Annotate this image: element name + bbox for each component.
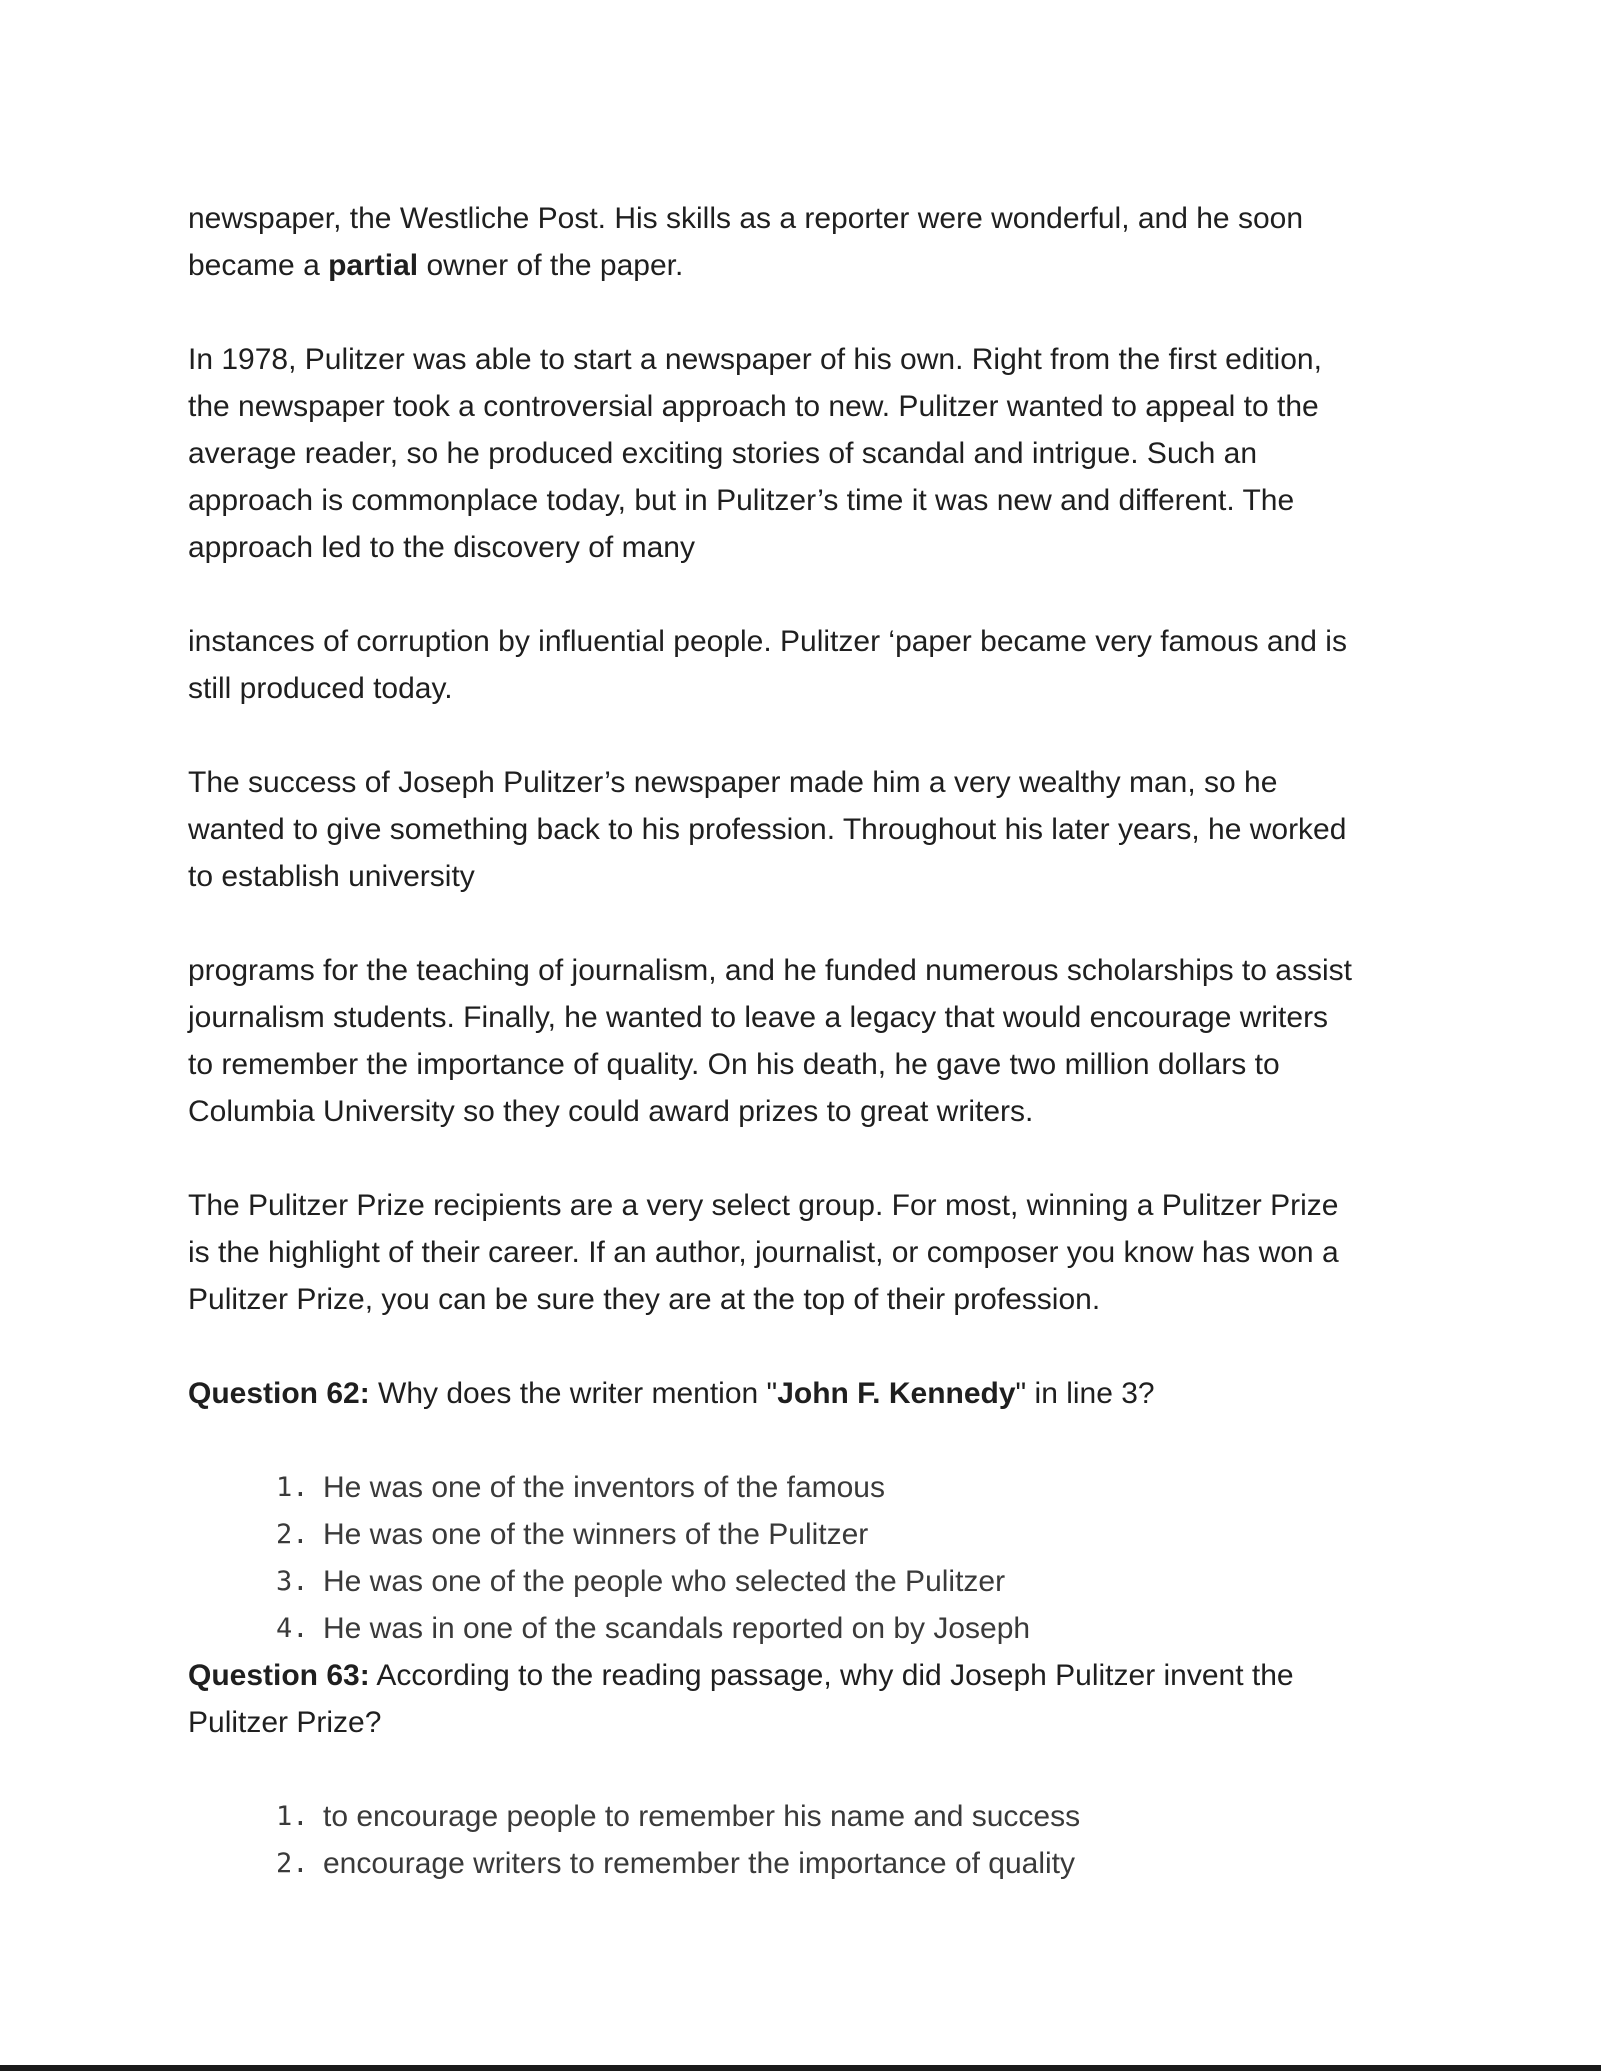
answer-option: [188, 1840, 1448, 1887]
paragraph-4: [188, 759, 1448, 900]
question-label: Question 63:: [188, 1659, 370, 1692]
bold-term: partial: [328, 249, 419, 282]
paragraph-gap: [188, 289, 1448, 336]
answer-option: [188, 1464, 1448, 1511]
option-number: 2.: [276, 1848, 309, 1879]
answer-option: [188, 1511, 1448, 1558]
option-number: 1.: [276, 1472, 309, 1503]
text-line: to establish university: [188, 860, 475, 893]
answer-options-q63: [188, 1793, 1448, 1887]
text-line: Pulitzer Prize, you can be sure they are at the top of their profession.: [188, 1283, 1101, 1316]
text-line: average reader, so he produced exciting stories of scandal and intrigue. Such an: [188, 437, 1258, 470]
text-span: Why does the writer mention ": [369, 1377, 778, 1410]
paragraph-5: [188, 947, 1448, 1135]
text-line: wanted to give something back to his profession. Throughout his later years, he worked: [188, 813, 1347, 846]
text-line: still produced today.: [188, 672, 453, 705]
option-number: 1.: [276, 1801, 309, 1832]
answer-option: [188, 1605, 1448, 1652]
text-span: owner of the paper.: [418, 249, 684, 282]
paragraph-1: [188, 195, 1448, 289]
option-text: to encourage people to remember his name and success: [323, 1800, 1081, 1833]
paragraph-gap: [188, 712, 1448, 759]
text-line: journalism students. Finally, he wanted to leave a legacy that would encourage writers: [188, 1001, 1329, 1034]
paragraph-gap: [188, 1135, 1448, 1182]
paragraph-gap: [188, 1323, 1448, 1370]
answer-options-q62: [188, 1464, 1448, 1652]
text-line: newspaper, the Westliche Post. His skills as a reporter were wonderful, and he soon: [188, 202, 1304, 235]
option-text: He was in one of the scandals reported on by Joseph: [323, 1612, 1031, 1645]
option-text: encourage writers to remember the importance of quality: [323, 1847, 1076, 1880]
question-label: Question 62:: [188, 1377, 370, 1410]
bold-term: John F. Kennedy: [777, 1377, 1016, 1410]
text-line: The success of Joseph Pulitzer’s newspaper made him a very wealthy man, so he: [188, 766, 1278, 799]
text-line: In 1978, Pulitzer was able to start a newspaper of his own. Right from the first edition,: [188, 343, 1322, 376]
paragraph-gap: [188, 900, 1448, 947]
paragraph-6: [188, 1182, 1448, 1323]
text-line: approach led to the discovery of many: [188, 531, 695, 564]
text-line: approach is commonplace today, but in Pulitzer’s time it was new and different. The: [188, 484, 1295, 517]
question-63: [188, 1652, 1448, 1746]
text-line: The Pulitzer Prize recipients are a very select group. For most, winning a Pulitzer Prize: [188, 1189, 1339, 1222]
text-line: Columbia University so they could award prizes to great writers.: [188, 1095, 1034, 1128]
document-body: [188, 195, 1448, 1887]
option-number: 4.: [276, 1613, 309, 1644]
paragraph-2: [188, 336, 1448, 571]
text-line: [188, 242, 1448, 289]
question-62: [188, 1370, 1448, 1417]
option-text: He was one of the people who selected the Pulitzer: [323, 1565, 1006, 1598]
text-line: programs for the teaching of journalism, and he funded numerous scholarships to assist: [188, 954, 1352, 987]
text-line: is the highlight of their career. If an author, journalist, or composer you know has won a: [188, 1236, 1339, 1269]
answer-option: [188, 1558, 1448, 1605]
paragraph-gap: [188, 571, 1448, 618]
text-span: " in line 3?: [1015, 1377, 1155, 1410]
text-span: According to the reading passage, why did Joseph Pulitzer invent the: [369, 1659, 1294, 1692]
option-text: He was one of the inventors of the famous: [323, 1471, 885, 1504]
text-line: Pulitzer Prize?: [188, 1706, 382, 1739]
paragraph-gap: [188, 1746, 1448, 1793]
text-line: instances of corruption by influential people. Pulitzer ‘paper became very famous and is: [188, 625, 1347, 658]
text-span: became a: [188, 249, 329, 282]
option-number: 3.: [276, 1566, 309, 1597]
option-number: 2.: [276, 1519, 309, 1550]
text-line: the newspaper took a controversial approach to new. Pulitzer wanted to appeal to the: [188, 390, 1319, 423]
text-line: to remember the importance of quality. On his death, he gave two million dollars to: [188, 1048, 1280, 1081]
answer-option: [188, 1793, 1448, 1840]
question-stem: [188, 1370, 1448, 1417]
option-text: He was one of the winners of the Pulitzer: [323, 1518, 869, 1551]
paragraph-gap: [188, 1417, 1448, 1464]
question-stem: [188, 1652, 1448, 1699]
paragraph-3: [188, 618, 1448, 712]
page-bottom-border: [0, 2065, 1601, 2071]
